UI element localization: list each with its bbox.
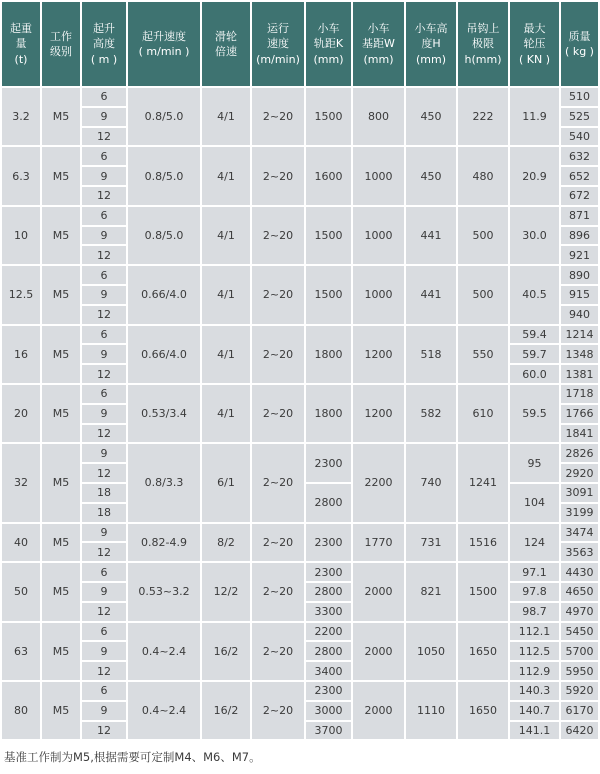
cell-mass: 3474 xyxy=(561,524,598,542)
header-line: 速度 xyxy=(267,37,289,51)
cell-gauge: 1500 xyxy=(306,88,351,145)
cell-hook: 1241 xyxy=(458,444,508,521)
cell-wheel: 40.5 xyxy=(510,266,559,323)
cell-wheel: 98.7 xyxy=(510,603,559,621)
cell-mass: 2920 xyxy=(561,464,598,482)
cell-cap: 10 xyxy=(2,207,40,264)
cell-mass: 1766 xyxy=(561,405,598,423)
header-line: 级别 xyxy=(50,45,72,58)
header-line: (mm) xyxy=(363,52,394,66)
header-line: ( kg ) xyxy=(565,45,594,58)
cell-travel: 2~20 xyxy=(252,326,304,383)
cell-wheel: 112.1 xyxy=(510,623,559,641)
header-line: 小车 xyxy=(367,21,390,35)
cell-ratio: 4/1 xyxy=(202,385,250,442)
cell-duty: M5 xyxy=(42,682,80,739)
cell-base: 1000 xyxy=(353,266,404,323)
cell-height: 9 xyxy=(82,405,126,423)
header-line: ( m ) xyxy=(90,52,118,66)
cell-travel: 2~20 xyxy=(252,147,304,204)
cell-wheel: 20.9 xyxy=(510,147,559,204)
cell-height: 6 xyxy=(82,682,126,700)
cell-gauge: 2800 xyxy=(306,583,351,601)
cell-car_h: 518 xyxy=(406,326,456,383)
cell-car_h: 441 xyxy=(406,207,456,264)
cell-mass: 672 xyxy=(561,187,598,205)
cell-height: 18 xyxy=(82,484,126,502)
cell-cap: 20 xyxy=(2,385,40,442)
header-line: 起升速度 xyxy=(142,29,186,43)
cell-ratio: 12/2 xyxy=(202,563,250,620)
cell-gauge: 1500 xyxy=(306,266,351,323)
col-header-capacity xyxy=(2,2,40,86)
cell-height: 9 xyxy=(82,702,126,720)
table-row xyxy=(2,385,598,403)
table-header xyxy=(2,2,598,86)
cell-mass: 3091 xyxy=(561,484,598,502)
cell-height: 6 xyxy=(82,207,126,225)
cell-gauge: 3000 xyxy=(306,702,351,720)
cell-height: 9 xyxy=(82,345,126,363)
cell-wheel: 11.9 xyxy=(510,88,559,145)
header-line: 滑轮 xyxy=(215,29,237,43)
cell-mass: 1214 xyxy=(561,326,598,344)
cell-duty: M5 xyxy=(42,524,80,562)
footnote: 基准工作制为M5,根据需要可定制M4、M6、M7。 xyxy=(4,750,261,765)
cell-gauge: 2300 xyxy=(306,682,351,700)
table-row xyxy=(2,623,598,641)
cell-gauge: 2300 xyxy=(306,444,351,482)
col-header-trolley-gauge xyxy=(306,2,351,86)
cell-travel: 2~20 xyxy=(252,207,304,264)
cell-gauge: 2800 xyxy=(306,642,351,660)
cell-hook: 222 xyxy=(458,88,508,145)
cell-cap: 12.5 xyxy=(2,266,40,323)
cell-speed: 0.8/3.3 xyxy=(128,444,200,521)
cell-height: 12 xyxy=(82,128,126,146)
cell-mass: 890 xyxy=(561,266,598,284)
cell-base: 1000 xyxy=(353,207,404,264)
cell-height: 12 xyxy=(82,306,126,324)
cell-base: 800 xyxy=(353,88,404,145)
cell-duty: M5 xyxy=(42,385,80,442)
col-header-max-wheel-load xyxy=(510,2,559,86)
cell-base: 2200 xyxy=(353,444,404,521)
cell-height: 9 xyxy=(82,444,126,462)
table-row xyxy=(2,682,598,700)
header-line: 轨距K xyxy=(313,37,344,51)
cell-height: 12 xyxy=(82,603,126,621)
cell-duty: M5 xyxy=(42,326,80,383)
cell-hook: 1516 xyxy=(458,524,508,562)
cell-gauge: 2800 xyxy=(306,484,351,522)
cell-base: 1200 xyxy=(353,385,404,442)
table-row xyxy=(2,444,598,462)
cell-ratio: 4/1 xyxy=(202,326,250,383)
table-row xyxy=(2,147,598,165)
cell-height: 12 xyxy=(82,662,126,680)
cell-car_h: 450 xyxy=(406,147,456,204)
cell-wheel: 59.5 xyxy=(510,385,559,442)
cell-gauge: 1600 xyxy=(306,147,351,204)
cell-wheel: 59.4 xyxy=(510,326,559,344)
cell-wheel: 141.1 xyxy=(510,722,559,740)
header-line: 高度 xyxy=(93,37,115,51)
header-line: 质量 xyxy=(568,29,591,43)
header-line: 起重 xyxy=(10,21,32,35)
cell-mass: 5450 xyxy=(561,623,598,641)
cell-speed: 0.66/4.0 xyxy=(128,326,200,383)
cell-cap: 50 xyxy=(2,563,40,620)
cell-cap: 3.2 xyxy=(2,88,40,145)
cell-height: 6 xyxy=(82,326,126,344)
header-line: (t) xyxy=(14,52,28,66)
cell-mass: 632 xyxy=(561,147,598,165)
cell-duty: M5 xyxy=(42,88,80,145)
header-line: 量 xyxy=(15,37,27,51)
col-header-lift-height xyxy=(82,2,126,86)
cell-height: 12 xyxy=(82,722,126,740)
cell-gauge: 1500 xyxy=(306,207,351,264)
cell-travel: 2~20 xyxy=(252,524,304,562)
cell-height: 9 xyxy=(82,227,126,245)
cell-ratio: 8/2 xyxy=(202,524,250,562)
cell-wheel: 104 xyxy=(510,484,559,522)
cell-ratio: 4/1 xyxy=(202,147,250,204)
cell-height: 12 xyxy=(82,543,126,561)
cell-mass: 1381 xyxy=(561,365,598,383)
cell-travel: 2~20 xyxy=(252,682,304,739)
col-header-mass xyxy=(561,2,598,86)
cell-wheel: 140.7 xyxy=(510,702,559,720)
header-line: (mm) xyxy=(415,52,446,66)
cell-speed: 0.82-4.9 xyxy=(128,524,200,562)
cell-base: 2000 xyxy=(353,682,404,739)
cell-mass: 2826 xyxy=(561,444,598,462)
header-line: 起升 xyxy=(93,21,115,35)
cell-base: 2000 xyxy=(353,623,404,680)
cell-mass: 896 xyxy=(561,227,598,245)
table-row xyxy=(2,266,598,284)
cell-gauge: 3400 xyxy=(306,662,351,680)
cell-mass: 1348 xyxy=(561,345,598,363)
cell-gauge: 2300 xyxy=(306,524,351,562)
cell-travel: 2~20 xyxy=(252,88,304,145)
cell-mass: 5700 xyxy=(561,642,598,660)
cell-hook: 610 xyxy=(458,385,508,442)
cell-cap: 6.3 xyxy=(2,147,40,204)
cell-travel: 2~20 xyxy=(252,444,304,521)
table-row xyxy=(2,326,598,344)
cell-mass: 1841 xyxy=(561,425,598,443)
cell-height: 9 xyxy=(82,524,126,542)
cell-wheel: 140.3 xyxy=(510,682,559,700)
cell-mass: 5950 xyxy=(561,662,598,680)
cell-duty: M5 xyxy=(42,623,80,680)
header-line: 基距W xyxy=(362,37,395,51)
header-line: 小车高 xyxy=(414,21,448,35)
cell-mass: 4650 xyxy=(561,583,598,601)
cell-mass: 921 xyxy=(561,246,598,264)
cell-duty: M5 xyxy=(42,207,80,264)
cell-speed: 0.4~2.4 xyxy=(128,623,200,680)
cell-base: 1200 xyxy=(353,326,404,383)
cell-height: 9 xyxy=(82,583,126,601)
cell-mass: 4970 xyxy=(561,603,598,621)
header-line: 轮压 xyxy=(523,37,546,51)
cell-gauge: 1800 xyxy=(306,326,351,383)
cell-car_h: 1050 xyxy=(406,623,456,680)
cell-gauge: 2300 xyxy=(306,563,351,581)
cell-cap: 80 xyxy=(2,682,40,739)
cell-height: 6 xyxy=(82,266,126,284)
cell-speed: 0.8/5.0 xyxy=(128,88,200,145)
cell-base: 1770 xyxy=(353,524,404,562)
cell-height: 9 xyxy=(82,167,126,185)
cell-mass: 6170 xyxy=(561,702,598,720)
header-line: (m/min) xyxy=(256,52,300,66)
cell-mass: 3563 xyxy=(561,543,598,561)
cell-mass: 3199 xyxy=(561,504,598,522)
cell-mass: 5920 xyxy=(561,682,598,700)
cell-travel: 2~20 xyxy=(252,563,304,620)
cell-gauge: 1800 xyxy=(306,385,351,442)
cell-wheel: 112.5 xyxy=(510,642,559,660)
cell-duty: M5 xyxy=(42,444,80,521)
cell-cap: 16 xyxy=(2,326,40,383)
cell-height: 12 xyxy=(82,187,126,205)
cell-height: 6 xyxy=(82,88,126,106)
cell-speed: 0.53/3.4 xyxy=(128,385,200,442)
cell-base: 1000 xyxy=(353,147,404,204)
cell-wheel: 95 xyxy=(510,444,559,482)
header-line: 度H xyxy=(421,37,441,51)
cell-hook: 500 xyxy=(458,266,508,323)
table-row xyxy=(2,88,598,106)
cell-mass: 1718 xyxy=(561,385,598,403)
col-header-duty-class xyxy=(42,2,80,86)
cell-wheel: 59.7 xyxy=(510,345,559,363)
cell-car_h: 1110 xyxy=(406,682,456,739)
cell-car_h: 441 xyxy=(406,266,456,323)
cell-height: 12 xyxy=(82,246,126,264)
header-line: ( m/min ) xyxy=(138,45,190,58)
cell-car_h: 582 xyxy=(406,385,456,442)
cell-mass: 940 xyxy=(561,306,598,324)
header-line: 极限 xyxy=(472,37,494,51)
col-header-pulley-ratio xyxy=(202,2,250,86)
header-line: 倍速 xyxy=(215,45,237,58)
cell-ratio: 4/1 xyxy=(202,88,250,145)
cell-hook: 500 xyxy=(458,207,508,264)
cell-wheel: 112.9 xyxy=(510,662,559,680)
cell-ratio: 16/2 xyxy=(202,682,250,739)
cell-hook: 1650 xyxy=(458,682,508,739)
cell-speed: 0.8/5.0 xyxy=(128,147,200,204)
table-row xyxy=(2,207,598,225)
cell-ratio: 4/1 xyxy=(202,207,250,264)
table-row xyxy=(2,563,598,581)
cell-duty: M5 xyxy=(42,266,80,323)
cell-ratio: 4/1 xyxy=(202,266,250,323)
cell-gauge: 3700 xyxy=(306,722,351,740)
cell-hook: 480 xyxy=(458,147,508,204)
cell-wheel: 60.0 xyxy=(510,365,559,383)
cell-base: 2000 xyxy=(353,563,404,620)
cell-mass: 525 xyxy=(561,108,598,126)
cell-mass: 540 xyxy=(561,128,598,146)
cell-height: 6 xyxy=(82,147,126,165)
cell-height: 18 xyxy=(82,504,126,522)
cell-car_h: 821 xyxy=(406,563,456,620)
cell-wheel: 97.8 xyxy=(510,583,559,601)
cell-height: 9 xyxy=(82,108,126,126)
table-row xyxy=(2,524,598,542)
header-line: 最大 xyxy=(523,21,546,35)
cell-mass: 871 xyxy=(561,207,598,225)
header-line: 工作 xyxy=(50,29,72,43)
cell-height: 6 xyxy=(82,563,126,581)
cell-car_h: 740 xyxy=(406,444,456,521)
col-header-trolley-base xyxy=(353,2,404,86)
col-header-trolley-height xyxy=(406,2,456,86)
cell-gauge: 2200 xyxy=(306,623,351,641)
cell-travel: 2~20 xyxy=(252,385,304,442)
cell-speed: 0.4~2.4 xyxy=(128,682,200,739)
header-line: (mm) xyxy=(313,52,344,66)
cell-height: 9 xyxy=(82,286,126,304)
cell-height: 12 xyxy=(82,464,126,482)
cell-cap: 32 xyxy=(2,444,40,521)
header-line: 吊钩上 xyxy=(466,21,500,35)
header-line: ( KN ) xyxy=(518,52,551,66)
col-header-travel-speed xyxy=(252,2,304,86)
cell-ratio: 16/2 xyxy=(202,623,250,680)
cell-height: 6 xyxy=(82,385,126,403)
cell-cap: 63 xyxy=(2,623,40,680)
cell-mass: 915 xyxy=(561,286,598,304)
cell-speed: 0.66/4.0 xyxy=(128,266,200,323)
cell-travel: 2~20 xyxy=(252,266,304,323)
cell-car_h: 731 xyxy=(406,524,456,562)
cell-hook: 550 xyxy=(458,326,508,383)
cell-wheel: 124 xyxy=(510,524,559,562)
cell-hook: 1650 xyxy=(458,623,508,680)
header-row xyxy=(2,2,598,86)
cell-ratio: 6/1 xyxy=(202,444,250,521)
cell-mass: 652 xyxy=(561,167,598,185)
col-header-lift-speed xyxy=(128,2,200,86)
col-header-hook-limit xyxy=(458,2,508,86)
cell-cap: 40 xyxy=(2,524,40,562)
cell-hook: 1500 xyxy=(458,563,508,620)
cell-wheel: 97.1 xyxy=(510,563,559,581)
cell-car_h: 450 xyxy=(406,88,456,145)
header-line: 运行 xyxy=(267,21,289,35)
cell-travel: 2~20 xyxy=(252,623,304,680)
cell-height: 12 xyxy=(82,365,126,383)
cell-speed: 0.53~3.2 xyxy=(128,563,200,620)
cell-height: 9 xyxy=(82,642,126,660)
cell-speed: 0.8/5.0 xyxy=(128,207,200,264)
table-body xyxy=(2,88,598,739)
cell-wheel: 30.0 xyxy=(510,207,559,264)
header-line: h(mm) xyxy=(464,52,502,66)
cell-mass: 6420 xyxy=(561,722,598,740)
cell-mass: 510 xyxy=(561,88,598,106)
cell-gauge: 3300 xyxy=(306,603,351,621)
cell-height: 6 xyxy=(82,623,126,641)
cell-duty: M5 xyxy=(42,147,80,204)
cell-duty: M5 xyxy=(42,563,80,620)
cell-mass: 4430 xyxy=(561,563,598,581)
cell-height: 12 xyxy=(82,425,126,443)
header-line: 小车 xyxy=(317,21,340,35)
